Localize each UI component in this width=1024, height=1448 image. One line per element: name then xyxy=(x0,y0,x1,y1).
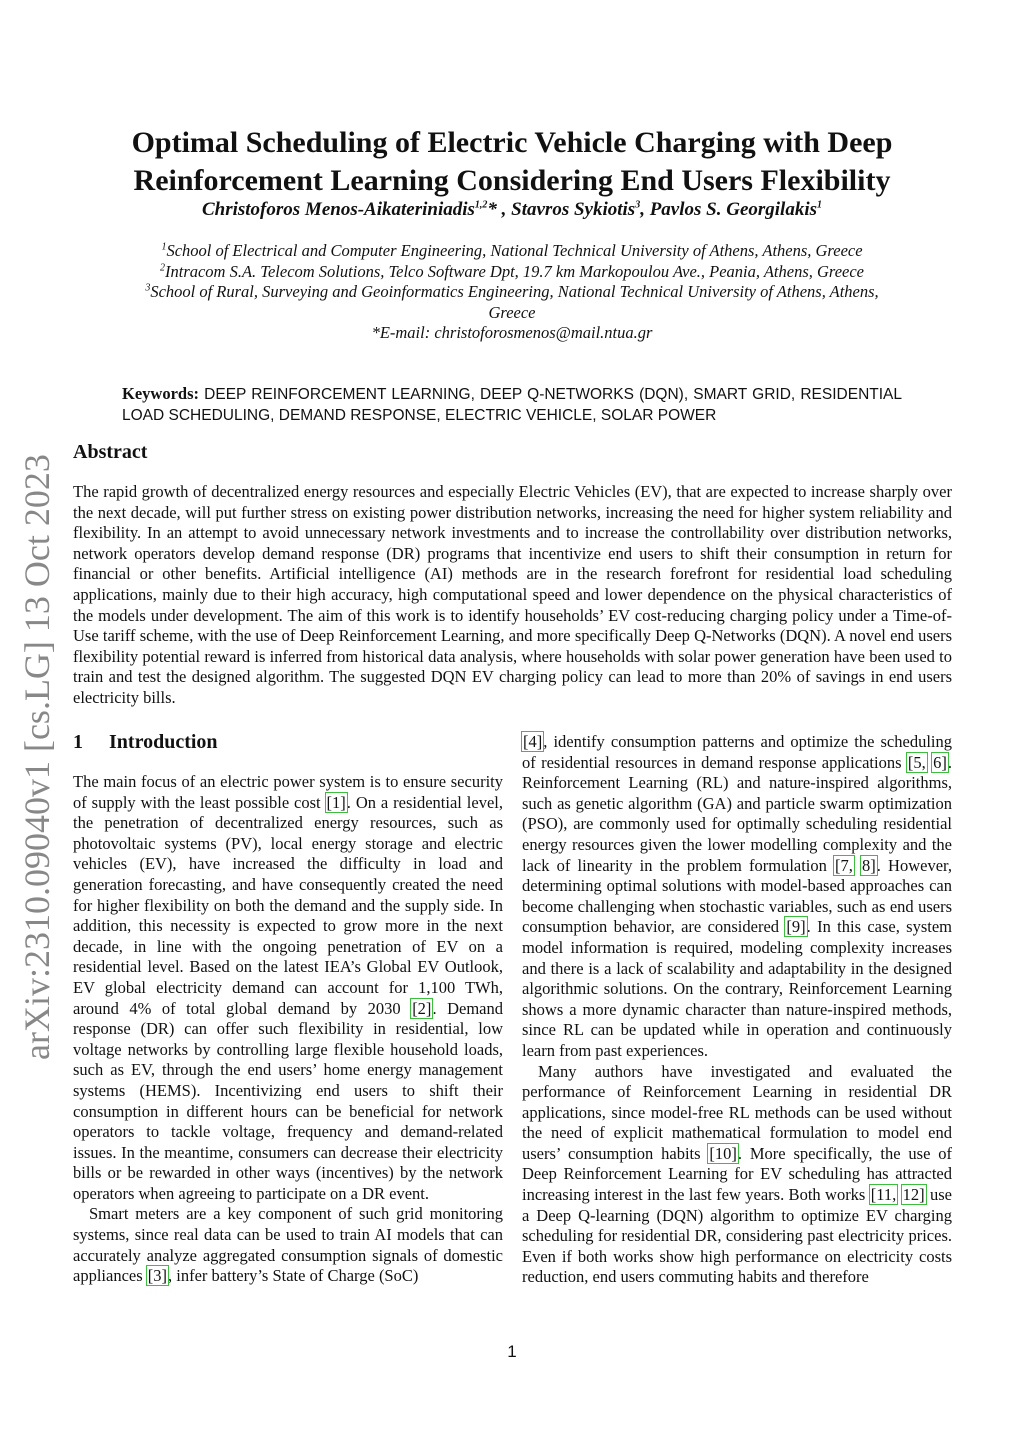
author-affil-sup: 1,2 xyxy=(474,199,488,211)
text-run: , identify consumption patterns and optimize the scheduling of residential resources in demand response applications xyxy=(522,732,952,772)
author-name: Pavlos S. Georgilakis xyxy=(649,199,818,220)
paragraph xyxy=(522,1062,952,1289)
section-title: Introduction xyxy=(109,731,218,753)
text-run: use a Deep Q-learning (DQN) algorithm to optimize EV charging scheduling for residential DR, considering past electricity prices. Even if both works show high performance on electricity costs reduction, end users commuting habits and therefore xyxy=(522,1185,952,1287)
paper-title: Optimal Scheduling of Electric Vehicle Charging with Deep Reinforcement Learning Considering End Users Flexibility xyxy=(131,126,893,197)
text-run: . In this case, system model information is required, modeling complexity increases and there is a lack of scalability and adaptability in the designed algorithmic solutions. On the contrary, Reinforcement Learning shows a more dynamic character than nature-inspired methods, since RL can be updated while in operation and continuously learn from past experiences. xyxy=(522,917,952,1060)
citation-link[interactable]: [9] xyxy=(786,917,806,937)
affiliation-sup: 3 xyxy=(145,282,151,294)
citation-link[interactable]: [7, xyxy=(835,855,853,875)
keywords-text: DEEP REINFORCEMENT LEARNING, DEEP Q-NETWORKS (DQN), SMART GRID, RESIDENTIAL LOAD SCHEDULING, DEMAND RESPONSE, ELECTRIC VEHICLE, SOLAR POWER xyxy=(122,386,903,424)
abstract-heading: Abstract xyxy=(73,441,148,463)
affiliation-text: School of Electrical and Computer Engineering, National Technical University of Athens, Athens, Greece xyxy=(166,241,863,260)
citation-link[interactable]: [5, xyxy=(907,752,926,772)
author-email: *E-mail: christoforosmenos@mail.ntua.gr xyxy=(371,323,653,342)
author-separator: , xyxy=(640,199,645,220)
citation-link[interactable]: [1] xyxy=(326,792,346,812)
paragraph xyxy=(73,772,503,1204)
affiliation-text: School of Rural, Surveying and Geoinformatics Engineering, National Technical University of Athens, Athens, Greece xyxy=(150,282,879,322)
affiliation-sup: 1 xyxy=(161,241,167,253)
abstract-text: The rapid growth of decentralized energy resources and especially Electric Vehicles (EV), that are expected to increase sharply over the next decade, will put further stress on existing power distribution networks, increasing the need for higher system reliability and flexibility. In an attempt to avoid unnecessary network investments and to increase the controllability over distribution networks, network operators develop demand response (DR) programs that incentivize end users to shift their consumption in return for financial or other benefits. Artificial intelligence (AI) methods are in the research forefront for residential load scheduling applications, mainly due to their high accuracy, high computational speed and lower dependence on the physical characteristics of the models under development. The aim of this work is to identify households’ EV cost-reducing charging policy under a Time-of-Use tariff scheme, with the use of Deep Reinforcement Learning, and more specifically Deep Q-Networks (DQN). A novel end users flexibility potential reward is inferred from historical data analysis, where households with solar power generation have been used to train and test the designed algorithm. The suggested DQN EV charging policy can lead to more than 20% of savings in end users electricity bills. xyxy=(73,482,952,707)
arxiv-stamp: arXiv:2310.09040v1 [cs.LG] 13 Oct 2023 xyxy=(17,454,57,1060)
citation-link[interactable]: [2] xyxy=(412,998,432,1018)
paragraph xyxy=(522,732,952,1062)
author-affil-sup: 1 xyxy=(817,199,823,211)
text-run: The main focus of an electric power system is to ensure security of supply with the least possible cost xyxy=(73,772,503,812)
author-name: Stavros Sykiotis xyxy=(511,199,636,220)
author-affil-sup: 3 xyxy=(635,199,641,211)
affiliation-text: Intracom S.A. Telecom Solutions, Telco Software Dpt, 19.7 km Markopoulou Ave., Peania, Athens, Greece xyxy=(164,261,865,281)
text-run: , infer battery’s State of Charge (SoC) xyxy=(168,1266,419,1286)
citation-link[interactable]: 6] xyxy=(933,752,947,772)
affiliations xyxy=(120,241,904,344)
affiliation-line xyxy=(120,241,904,262)
keywords xyxy=(122,383,902,426)
citation-link[interactable]: [4] xyxy=(523,732,543,751)
affiliation-line xyxy=(120,282,904,323)
right-column xyxy=(522,732,952,1288)
section-heading xyxy=(73,731,218,754)
section-number: 1 xyxy=(73,731,83,753)
keywords-label: Keywords: xyxy=(122,384,199,403)
citation-link[interactable]: 8] xyxy=(862,855,876,875)
author-list xyxy=(70,198,954,222)
text-run: . Reinforcement Learning (RL) and nature-inspired algorithms, such as genetic algorithm (GA) and particle swarm optimization (PSO), are commonly used for optimally scheduling residential energy resources given the lower modelling complexity and the lack of linearity in the problem formulation xyxy=(522,752,952,875)
author-name: Christoforos Menos-Aikateriniadis xyxy=(201,199,475,220)
text-run: . However, determining optimal solutions with model-based approaches can become challenging when stochastic variables, such as end users consumption behavior, are considered xyxy=(522,855,952,937)
corresponding-mark: * , xyxy=(487,199,507,220)
citation-link[interactable]: [3] xyxy=(147,1266,168,1286)
citation-link[interactable]: [10] xyxy=(709,1143,737,1163)
citation-link[interactable]: [11, xyxy=(870,1185,897,1205)
text-run: . Demand response (DR) can offer such flexibility in residential, low voltage networks by controlling large flexible household loads, such as EV, through the end users’ home energy management systems (HEMS). Incentivizing end users to shift their consumption in different hours can be beneficial for network operators to tackle voltage, frequency and demand-related issues. In the meantime, consumers can decrease their electricity bills or be rewarded in other ways (incentives) by the network operators when agreeing to participate on a DR event. xyxy=(73,998,503,1203)
citation-link[interactable]: 12] xyxy=(902,1185,925,1205)
text-run: Many authors have investigated and evaluated the performance of Reinforcement Learning in residential DR applications, since model-free RL methods can be used without the need of explicit mathematical formulation to model end users’ consumption habits xyxy=(522,1061,952,1163)
text-run: . More specifically, the use of Deep Reinforcement Learning for EV scheduling has attracted increasing interest in the last few years. Both works xyxy=(522,1143,952,1205)
text-run: Smart meters are a key component of such grid monitoring systems, since real data can be used to train AI models that can accurately analyze aggregated consumption signals of domestic appliances xyxy=(73,1204,503,1286)
text-run: . On a residential level, the penetration of decentralized energy resources, such as photovoltaic systems (PV), local energy storage and electric vehicles (EV), have increased the difficulty in load and generation forecasting, and have consequently created the need for higher flexibility on both the demand and the supply side. In addition, this necessity is expected to grow more in the next decade, in line with the ongoing penetration of EV on a residential level. Based on the latest IEA’s Global EV Outlook, EV global electricity demand can account for 1,100 TWh, around 4% of total global demand by 2030 xyxy=(73,792,503,1018)
left-column xyxy=(73,772,503,1287)
affiliation-sup: 2 xyxy=(159,262,165,273)
page-number: 1 xyxy=(507,1342,517,1361)
affiliation-line xyxy=(120,262,904,283)
paragraph xyxy=(73,1204,503,1286)
